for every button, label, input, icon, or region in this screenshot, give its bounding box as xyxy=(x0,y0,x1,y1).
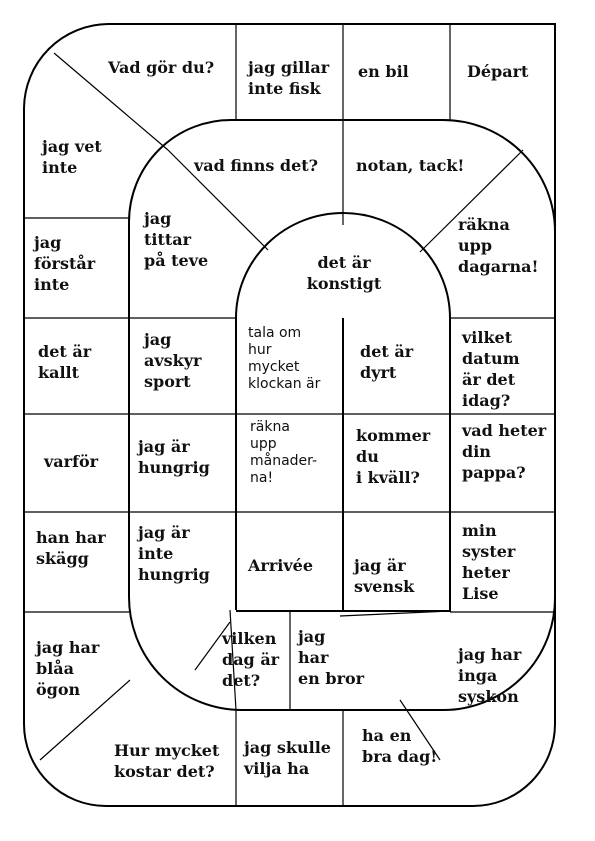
square-8[interactable]: varför xyxy=(44,452,99,471)
square-30[interactable]: det är konstigt xyxy=(306,253,382,293)
square-21[interactable]: jag tittar på teve xyxy=(144,209,209,270)
square-14[interactable]: jag har inga syskon xyxy=(458,645,522,706)
square-9[interactable]: han har skägg xyxy=(36,528,106,568)
square-7[interactable]: det är kallt xyxy=(38,342,92,382)
square-19[interactable]: notan, tack! xyxy=(356,156,465,175)
square-20[interactable]: vad finns det? xyxy=(194,156,319,175)
square-2[interactable]: en bil xyxy=(358,62,409,81)
square-28[interactable]: kommer du i kväll? xyxy=(356,426,431,487)
square-6[interactable]: jag förstår inte xyxy=(34,233,96,294)
square-26[interactable]: jag har en bror xyxy=(298,627,365,688)
square-32[interactable]: räkna upp månader- na! xyxy=(250,419,318,486)
square-27[interactable]: jag är svensk xyxy=(354,556,415,596)
square-start[interactable]: Départ xyxy=(467,62,529,81)
square-23[interactable]: jag är hungrig xyxy=(138,437,210,477)
square-17[interactable]: vilket datum är det idag? xyxy=(462,328,520,410)
square-15[interactable]: min syster heter Lise xyxy=(462,521,516,603)
square-31[interactable]: tala om hur mycket klockan är xyxy=(248,325,321,392)
square-22[interactable]: jag avskyr sport xyxy=(144,330,202,391)
square-finish[interactable]: Arrivée xyxy=(248,556,314,575)
square-5[interactable]: jag vet inte xyxy=(42,137,102,177)
square-16[interactable]: vad heter din pappa? xyxy=(462,421,547,482)
square-24[interactable]: jag är inte hungrig xyxy=(138,523,210,584)
square-3[interactable]: jag gillar inte fisk xyxy=(248,58,330,98)
square-25[interactable]: vilken dag är det? xyxy=(222,629,280,690)
square-11[interactable]: Hur mycket kostar det? xyxy=(114,741,220,781)
square-10[interactable]: jag har blåa ögon xyxy=(36,638,100,699)
square-12[interactable]: jag skulle vilja ha xyxy=(244,738,331,778)
square-18[interactable]: räkna upp dagarna! xyxy=(458,215,539,276)
square-29[interactable]: det är dyrt xyxy=(360,342,414,382)
square-13[interactable]: ha en bra dag! xyxy=(362,726,438,766)
square-4[interactable]: Vad gör du? xyxy=(108,58,215,77)
